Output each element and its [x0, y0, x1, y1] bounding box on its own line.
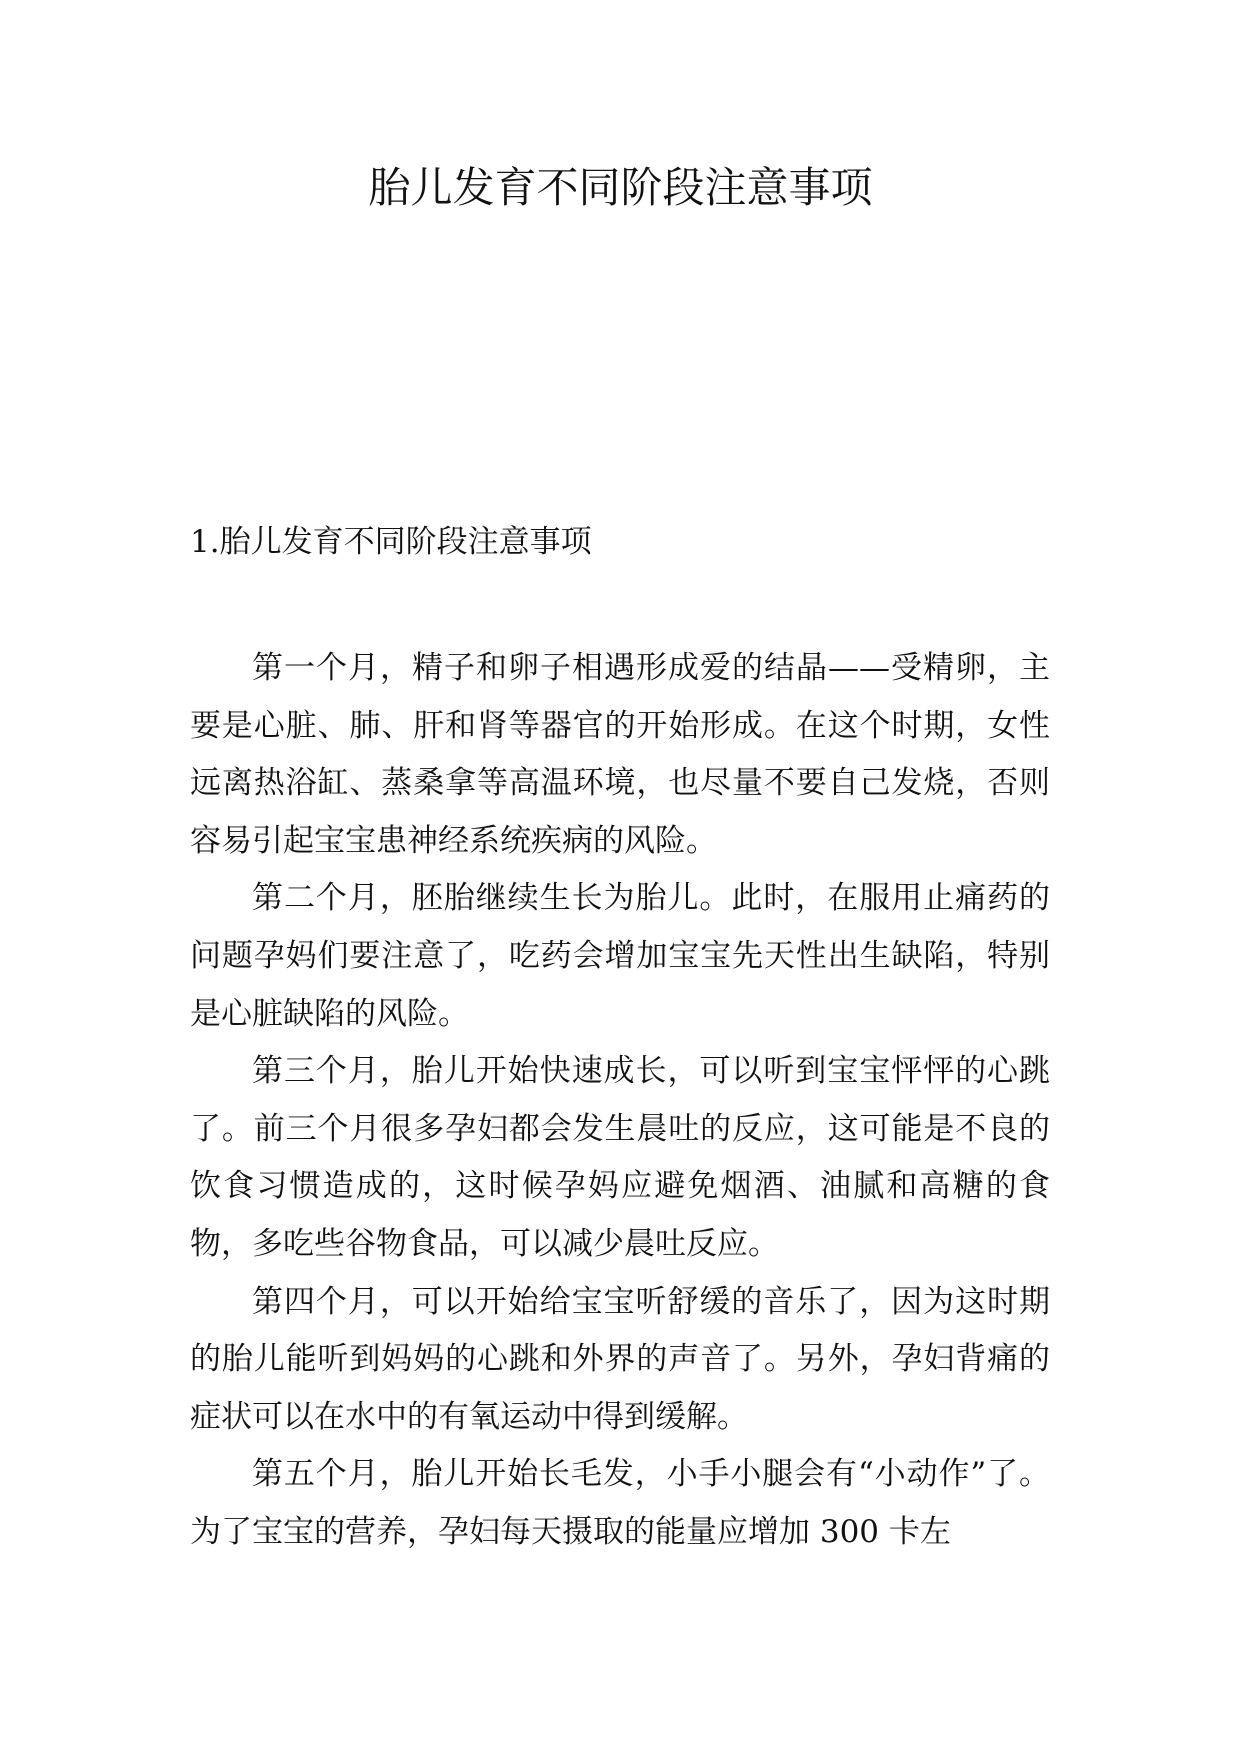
paragraph-month-4: 第四个月，可以开始给宝宝听舒缓的音乐了，因为这时期的胎儿能听到妈妈的心跳和外界的声音了。另外，孕妇背痛的症状可以在水中的有氧运动中得到缓解。	[190, 1283, 1050, 1435]
paragraph-month-5: 第五个月，胎儿开始长毛发，小手小腿会有“小动作”了。为了宝宝的营养，孕妇每天摄取的能量应增加 300 卡左	[190, 1456, 1050, 1550]
section-heading: 1.胎儿发育不同阶段注意事项	[190, 524, 592, 560]
document-title: 胎儿发育不同阶段注意事项	[368, 163, 873, 212]
paragraph-month-3: 第三个月，胎儿开始快速成长，可以听到宝宝怦怦的心跳了。前三个月很多孕妇都会发生晨吐的反应，这可能是不良的饮食习惯造成的，这时候孕妈应避免烟酒、油腻和高糖的食物，多吃些谷物食品，可以减少晨吐反应。	[190, 1053, 1050, 1262]
paragraph-month-2: 第二个月，胚胎继续生长为胎儿。此时，在服用止痛药的问题孕妈们要注意了，吃药会增加宝宝先天性出生缺陷，特别是心脏缺陷的风险。	[190, 880, 1050, 1032]
body-text	[190, 640, 1050, 1562]
paragraph-month-1: 第一个月，精子和卵子相遇形成爱的结晶——受精卵，主要是心脏、肺、肝和肾等器官的开始形成。在这个时期，女性远离热浴缸、蒸桑拿等高温环境，也尽量不要自己发烧，否则容易引起宝宝患神经系统疾病的风险。	[190, 650, 1050, 859]
